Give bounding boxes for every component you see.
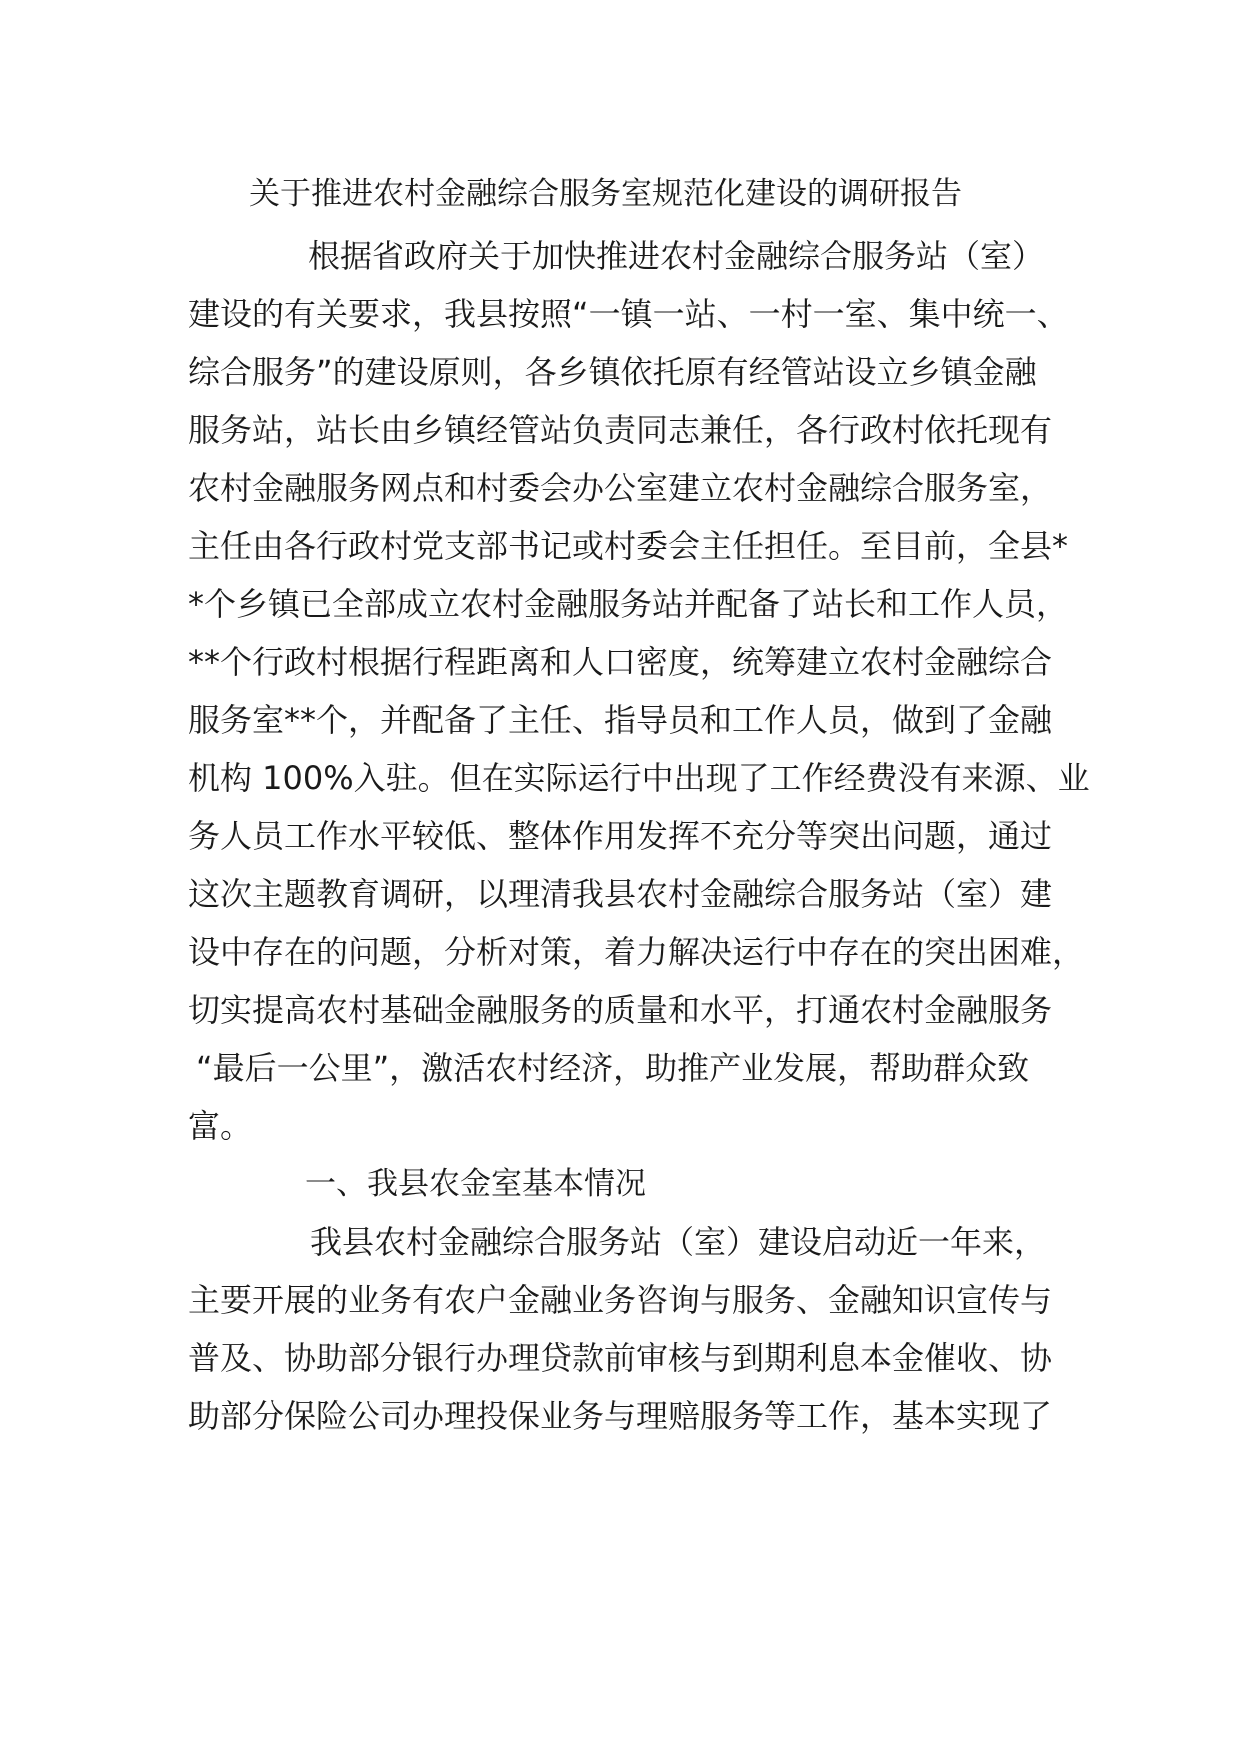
section-heading: 一、我县农金室基本情况 — [305, 1166, 646, 1202]
document-title: 关于推进农村金融综合服务室规范化建设的调研报告 — [249, 176, 962, 212]
text-line: 服务室**个，并配备了主任、指导员和工作人员，做到了金融 — [188, 701, 1053, 739]
text-line: 根据省政府关于加快推进农村金融综合服务站（室） — [308, 237, 1045, 275]
text-line: 我县农村金融综合服务站（室）建设启动近一年来， — [310, 1223, 1047, 1261]
text-line: 务人员工作水平较低、整体作用发挥不充分等突出问题，通过 — [188, 817, 1053, 855]
text-line: 服务站，站长由乡镇经管站负责同志兼任，各行政村依托现有 — [188, 411, 1053, 449]
text-line: 机构 100%入驻。但在实际运行中出现了工作经费没有来源、业 — [188, 759, 1090, 797]
text-line: **个行政村根据行程距离和人口密度，统筹建立农村金融综合 — [188, 643, 1053, 681]
text-line: 设中存在的问题，分析对策，着力解决运行中存在的突出困难， — [188, 933, 1085, 971]
text-line: 主要开展的业务有农户金融业务咨询与服务、金融知识宣传与 — [188, 1281, 1053, 1319]
text-line: “最后一公里”，激活农村经济，助推产业发展，帮助群众致 — [196, 1049, 1030, 1087]
text-line: 助部分保险公司办理投保业务与理赔服务等工作，基本实现了 — [188, 1397, 1053, 1435]
text-line: *个乡镇已全部成立农村金融服务站并配备了站长和工作人员， — [188, 585, 1069, 623]
text-line: 普及、协助部分银行办理贷款前审核与到期利息本金催收、协 — [188, 1339, 1053, 1377]
text-line: 切实提高农村基础金融服务的质量和水平，打通农村金融服务 — [188, 991, 1053, 1029]
text-line: 富。 — [188, 1107, 253, 1145]
text-line: 建设的有关要求，我县按照“一镇一站、一村一室、集中统一、 — [188, 295, 1069, 333]
text-line: 主任由各行政村党支部书记或村委会主任担任。至目前，全县* — [188, 527, 1069, 565]
text-line: 综合服务”的建设原则，各乡镇依托原有经管站设立乡镇金融 — [188, 353, 1037, 391]
text-line: 农村金融服务网点和村委会办公室建立农村金融综合服务室， — [188, 469, 1053, 507]
text-line: 这次主题教育调研，以理清我县农村金融综合服务站（室）建 — [188, 875, 1053, 913]
